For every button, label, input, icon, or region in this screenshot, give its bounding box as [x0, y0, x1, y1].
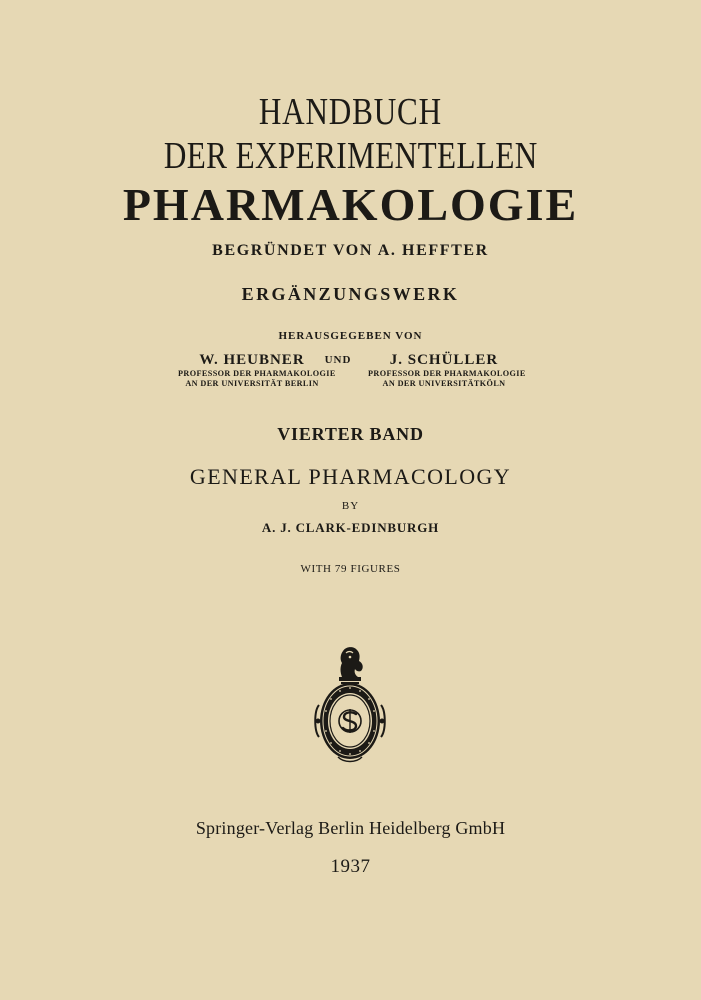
publisher-name: Springer-Verlag Berlin Heidelberg GmbH [195, 818, 506, 838]
editor-left-affiliation: AN DER UNIVERSITÄT BERLIN [185, 379, 319, 388]
editor-right-affiliation: AN DER UNIVERSITÄTKÖLN [382, 379, 506, 388]
title-line-handbuch: HANDBUCH [258, 91, 442, 133]
editor-left-position: PROFESSOR DER PHARMAKOLOGIE [178, 369, 336, 378]
editors-block [0, 352, 701, 396]
supplement-title: ERGÄNZUNGSWERK [241, 284, 460, 304]
and-word: UND [324, 354, 352, 366]
title-line-pharmakologie: PHARMAKOLOGIE [122, 179, 579, 230]
founded-by: BEGRÜNDET VON A. HEFFTER [212, 242, 489, 259]
author-name: A. J. CLARK-EDINBURGH [261, 520, 440, 535]
editor-right-position: PROFESSOR DER PHARMAKOLOGIE [368, 369, 526, 378]
title-line-experimentellen: DER EXPERIMENTELLEN [163, 135, 538, 177]
editor-right-name: J. SCHÜLLER [389, 352, 499, 368]
springer-logo-icon [310, 645, 390, 765]
book-subtitle: GENERAL PHARMACOLOGY [189, 464, 512, 489]
volume-label: VIERTER BAND [277, 424, 424, 444]
edited-by-label: HERAUSGEGEBEN VON [278, 330, 423, 342]
editor-right [368, 352, 526, 389]
editor-left-name: W. HEUBNER [199, 352, 305, 368]
publication-year: 1937 [330, 856, 371, 877]
figures-note: WITH 79 FIGURES [300, 563, 401, 575]
editor-left [178, 352, 336, 389]
by-word: BY [341, 500, 360, 512]
